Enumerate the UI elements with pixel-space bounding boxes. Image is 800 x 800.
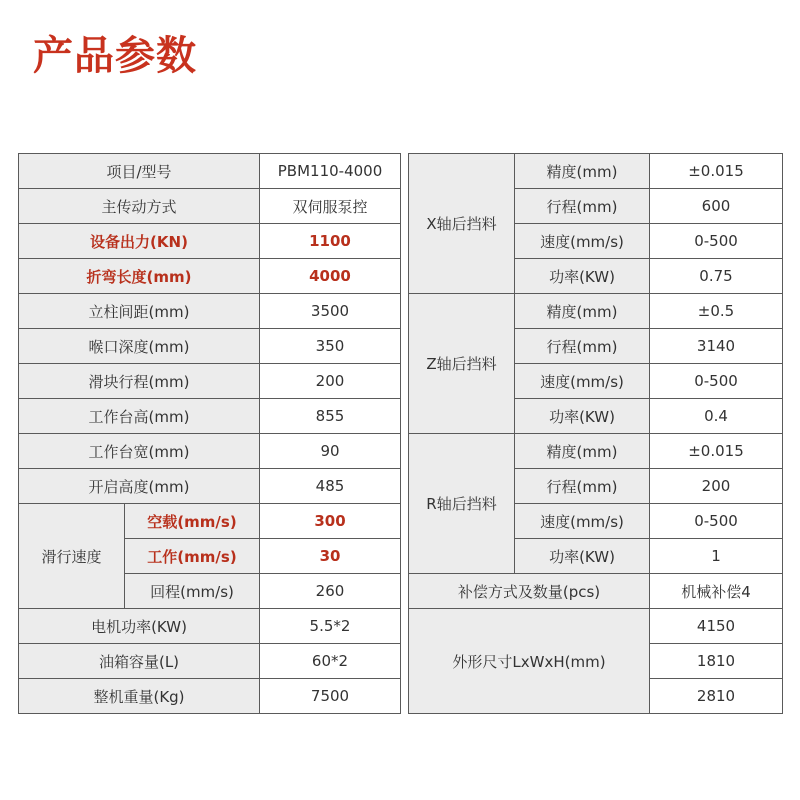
spec-value: 30 — [260, 539, 401, 574]
spec-value: 600 — [650, 189, 783, 224]
spec-label: 项目/型号 — [19, 154, 260, 189]
spec-value: 300 — [260, 504, 401, 539]
spec-label: 精度(mm) — [515, 154, 650, 189]
page-title: 产品参数 — [33, 33, 197, 79]
table-row — [19, 364, 401, 399]
spec-value: 1810 — [650, 644, 783, 679]
spec-value: 260 — [260, 574, 401, 609]
spec-label: 速度(mm/s) — [515, 504, 650, 539]
spec-value: 0-500 — [650, 504, 783, 539]
spec-label: 喉口深度(mm) — [19, 329, 260, 364]
spec-label: 速度(mm/s) — [515, 224, 650, 259]
table-row — [19, 259, 401, 294]
table-row — [409, 154, 783, 189]
spec-value: PBM110-4000 — [260, 154, 401, 189]
table-row — [19, 154, 401, 189]
table-row — [19, 329, 401, 364]
spec-label: 回程(mm/s) — [125, 574, 260, 609]
spec-label: 折弯长度(mm) — [19, 259, 260, 294]
spec-value: 0-500 — [650, 224, 783, 259]
table-row — [19, 644, 401, 679]
spec-label: 行程(mm) — [515, 469, 650, 504]
right-spec-table — [408, 153, 783, 714]
spec-label: 电机功率(KW) — [19, 609, 260, 644]
table-row — [409, 609, 783, 644]
spec-label: 行程(mm) — [515, 189, 650, 224]
spec-label: 设备出力(KN) — [19, 224, 260, 259]
table-row — [19, 189, 401, 224]
spec-label: 补偿方式及数量(pcs) — [409, 574, 650, 609]
spec-label: 精度(mm) — [515, 294, 650, 329]
table-row — [409, 294, 783, 329]
table-row — [19, 504, 401, 539]
spec-label: 精度(mm) — [515, 434, 650, 469]
table-row — [409, 574, 783, 609]
spec-label: 工作(mm/s) — [125, 539, 260, 574]
spec-label: 滑块行程(mm) — [19, 364, 260, 399]
spec-label: 行程(mm) — [515, 329, 650, 364]
spec-value: ±0.5 — [650, 294, 783, 329]
spec-value: 90 — [260, 434, 401, 469]
spec-value: 1 — [650, 539, 783, 574]
left-spec-table — [18, 153, 401, 714]
spec-value: 4150 — [650, 609, 783, 644]
spec-label: 工作台宽(mm) — [19, 434, 260, 469]
spec-label: 油箱容量(L) — [19, 644, 260, 679]
spec-label: 开启高度(mm) — [19, 469, 260, 504]
spec-group-label: 滑行速度 — [19, 504, 125, 609]
spec-value: 0.75 — [650, 259, 783, 294]
spec-value: 7500 — [260, 679, 401, 714]
table-row — [19, 609, 401, 644]
spec-value: 0.4 — [650, 399, 783, 434]
spec-value: 485 — [260, 469, 401, 504]
spec-value: 1100 — [260, 224, 401, 259]
table-row — [19, 399, 401, 434]
spec-label: 速度(mm/s) — [515, 364, 650, 399]
spec-label: 功率(KW) — [515, 399, 650, 434]
spec-group-label: Z轴后挡料 — [409, 294, 515, 434]
spec-value: 3500 — [260, 294, 401, 329]
spec-value: 双伺服泵控 — [260, 189, 401, 224]
spec-value: 200 — [260, 364, 401, 399]
spec-value: 60*2 — [260, 644, 401, 679]
spec-value: 350 — [260, 329, 401, 364]
spec-value: 5.5*2 — [260, 609, 401, 644]
spec-label: 外形尺寸LxWxH(mm) — [409, 609, 650, 714]
spec-group-label: X轴后挡料 — [409, 154, 515, 294]
table-row — [19, 294, 401, 329]
table-row — [19, 224, 401, 259]
spec-value: 855 — [260, 399, 401, 434]
spec-label: 主传动方式 — [19, 189, 260, 224]
spec-label: 功率(KW) — [515, 539, 650, 574]
table-row — [19, 469, 401, 504]
spec-label: 功率(KW) — [515, 259, 650, 294]
spec-value: ±0.015 — [650, 434, 783, 469]
spec-value: 200 — [650, 469, 783, 504]
spec-label: 整机重量(Kg) — [19, 679, 260, 714]
spec-label: 立柱间距(mm) — [19, 294, 260, 329]
table-row — [19, 434, 401, 469]
spec-label: 工作台高(mm) — [19, 399, 260, 434]
spec-value: ±0.015 — [650, 154, 783, 189]
table-row — [19, 679, 401, 714]
spec-group-label: R轴后挡料 — [409, 434, 515, 574]
spec-value: 机械补偿4 — [650, 574, 783, 609]
spec-value: 4000 — [260, 259, 401, 294]
table-row — [409, 434, 783, 469]
spec-value: 3140 — [650, 329, 783, 364]
spec-label: 空载(mm/s) — [125, 504, 260, 539]
spec-value: 2810 — [650, 679, 783, 714]
spec-value: 0-500 — [650, 364, 783, 399]
